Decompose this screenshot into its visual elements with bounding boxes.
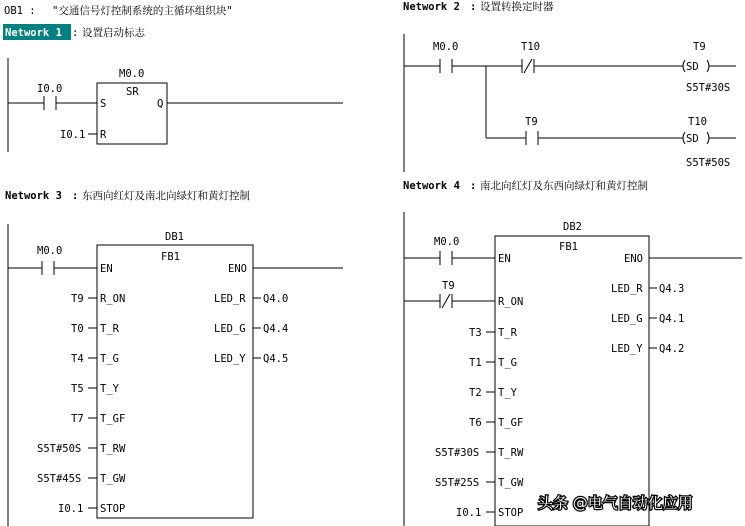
n1-r-input: I0.1 — [60, 129, 86, 141]
n3-fb: FB1 — [161, 251, 180, 263]
n3-pin-eno: ENO — [228, 263, 247, 275]
n4-in-pin: T_R — [498, 327, 517, 339]
network-3-title: 东西向红灯及南北向绿灯和黄灯控制 — [82, 190, 250, 202]
coil-bracket — [707, 132, 709, 144]
n4-out-pin: LED_R — [611, 283, 643, 295]
n3-out-value: Q4.0 — [263, 293, 289, 305]
n4-pin-r-on: R_ON — [498, 296, 524, 308]
n3-in-pin: T_R — [100, 323, 119, 335]
network-3-sep: : — [72, 190, 79, 202]
n4-in-pin: T_RW — [498, 447, 524, 459]
coil-bracket — [683, 60, 685, 72]
contact-nc — [522, 59, 534, 73]
network-1-label[interactable]: Network 1 — [5, 27, 62, 39]
n4-db: DB2 — [563, 221, 582, 233]
n3-out-value: Q4.5 — [263, 353, 289, 365]
n3-in-pin: T_GF — [100, 413, 126, 425]
network-3-label[interactable]: Network 3 — [5, 190, 62, 202]
contact-no — [44, 96, 56, 110]
n4-in-value: T2 — [469, 387, 482, 399]
n4-out-pin: LED_G — [611, 313, 643, 325]
n2-coil2-type: SD — [686, 133, 699, 145]
n1-contact-label: I0.0 — [37, 83, 63, 95]
n3-in-pin: STOP — [100, 503, 126, 515]
n4-pin-en: EN — [498, 253, 511, 265]
sr-block-type: SR — [126, 86, 139, 98]
network-1-rung — [8, 58, 343, 152]
network-4-title: 南北向红灯及东西向绿灯和黄灯控制 — [480, 180, 648, 192]
n3-in-pin: T_G — [100, 353, 119, 365]
network-2-label[interactable]: Network 2 — [403, 1, 460, 13]
n4-out-value: Q4.3 — [659, 283, 685, 295]
sr-pin-r: R — [100, 129, 107, 141]
n3-in-value: T7 — [71, 413, 84, 425]
n4-in-pin: T_GW — [498, 477, 524, 489]
n4-in-pin: T_G — [498, 357, 517, 369]
watermark: 头条 @电气自动化应用 — [538, 494, 693, 512]
network-4-rung — [404, 212, 742, 526]
n3-out-value: Q4.4 — [263, 323, 289, 335]
n3-in-value: T9 — [71, 293, 84, 305]
n1-block-address: M0.0 — [119, 68, 145, 80]
coil-bracket — [707, 60, 709, 72]
network-2-rung — [404, 34, 736, 172]
n2-coil1-type: SD — [686, 61, 699, 73]
n2-coil1-value: S5T#30S — [686, 82, 731, 94]
contact-no — [526, 131, 538, 145]
n4-out-pin: LED_Y — [611, 343, 643, 355]
sr-pin-s: S — [100, 98, 107, 110]
n4-out-value: Q4.1 — [659, 313, 685, 325]
n3-in-value: S5T#50S — [37, 443, 82, 455]
n3-in-pin: T_RW — [100, 443, 126, 455]
n4-in-value: T1 — [469, 357, 482, 369]
n3-in-pin: T_GW — [100, 473, 126, 485]
contact-nc — [440, 294, 452, 308]
n4-in-pin: STOP — [498, 507, 524, 519]
n4-fb: FB1 — [559, 241, 578, 253]
n4-in-value: T6 — [469, 417, 482, 429]
coil-bracket — [683, 132, 685, 144]
n4-contact-nc: T9 — [442, 280, 455, 292]
n2-coil2-address: T10 — [688, 116, 707, 128]
n4-in-value: T3 — [469, 327, 482, 339]
n4-in-value: I0.1 — [456, 507, 482, 519]
n3-pin-en: EN — [100, 263, 113, 275]
n3-contact-label: M0.0 — [37, 245, 63, 257]
network-3-rung — [8, 224, 343, 526]
n4-out-value: Q4.2 — [659, 343, 685, 355]
n3-in-value: T0 — [71, 323, 84, 335]
n3-in-value: T4 — [71, 353, 84, 365]
n2-coil2-value: S5T#50S — [686, 157, 731, 169]
network-4-sep: : — [470, 180, 477, 192]
n3-out-pin: LED_G — [214, 323, 246, 335]
network-2-title: 设置转换定时器 — [480, 1, 554, 13]
n4-in-value: S5T#25S — [435, 477, 480, 489]
ob-label: OB1 : — [4, 5, 36, 17]
n4-in-value: S5T#30S — [435, 447, 480, 459]
n3-out-pin: LED_R — [214, 293, 246, 305]
n4-contact-label: M0.0 — [434, 236, 460, 248]
n2-coil1-address: T9 — [693, 41, 706, 53]
n3-out-pin: LED_Y — [214, 353, 246, 365]
n2-contact-branch: T9 — [525, 116, 538, 128]
contact-no — [440, 251, 452, 265]
n3-db: DB1 — [165, 231, 184, 243]
n3-in-pin: R_ON — [100, 293, 126, 305]
n3-in-value: I0.1 — [58, 503, 84, 515]
network-2-sep: : — [470, 1, 477, 13]
network-4-label[interactable]: Network 4 — [403, 180, 460, 192]
n3-in-value: T5 — [71, 383, 84, 395]
n2-contact-main: M0.0 — [433, 41, 459, 53]
n4-pin-eno: ENO — [624, 253, 643, 265]
ob-title: "交通信号灯控制系统的主循环组织块" — [52, 5, 233, 17]
n4-in-pin: T_Y — [498, 387, 517, 399]
contact-no — [42, 261, 54, 275]
n3-in-value: S5T#45S — [37, 473, 82, 485]
network-1-sep: : — [72, 27, 79, 39]
sr-pin-q: Q — [157, 98, 164, 110]
n3-in-pin: T_Y — [100, 383, 119, 395]
network-1-title: 设置启动标志 — [82, 27, 145, 39]
n2-contact-nc: T10 — [521, 41, 540, 53]
contact-no — [440, 59, 452, 73]
n4-in-pin: T_GF — [498, 417, 524, 429]
